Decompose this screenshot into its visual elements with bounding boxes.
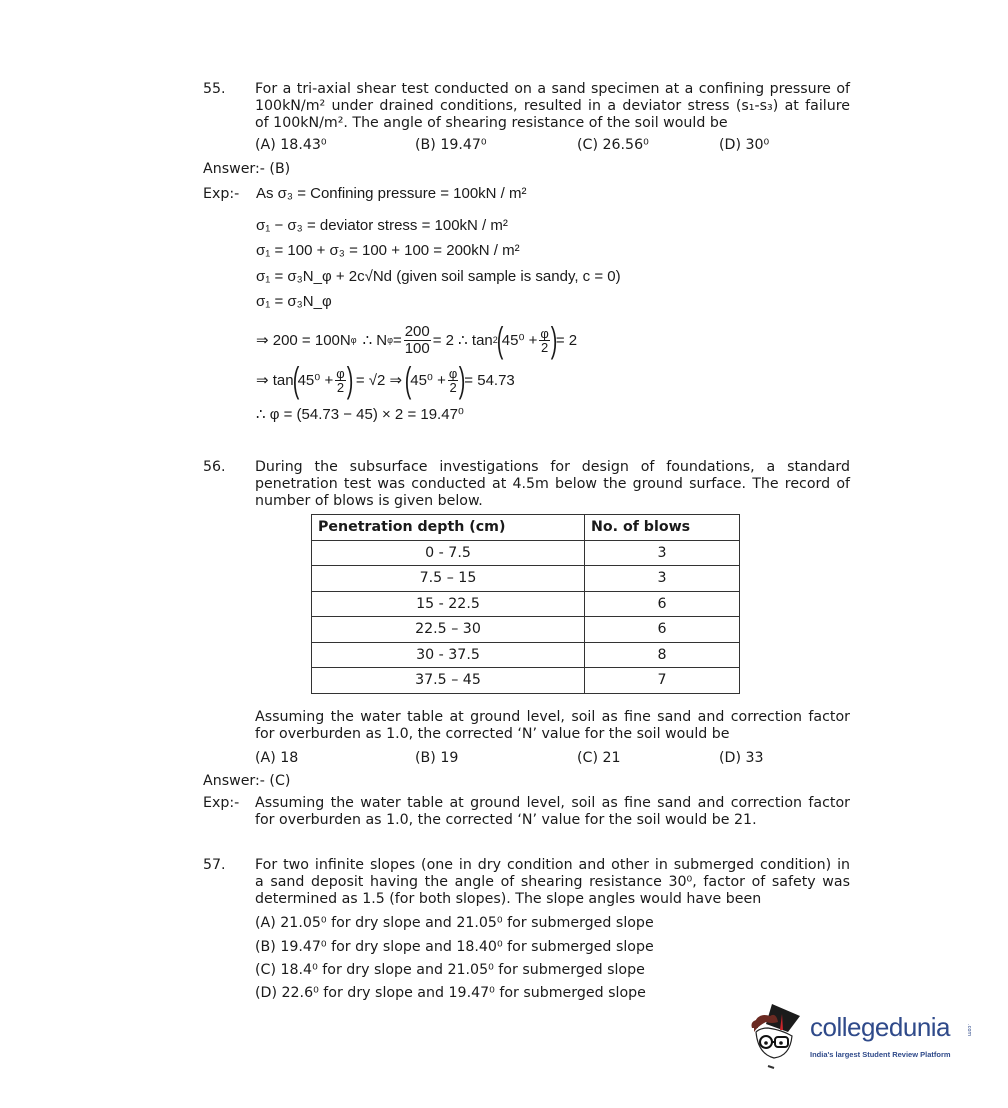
explanation-label-56: Exp:- [203, 795, 240, 811]
question-number-57: 57. [203, 857, 226, 873]
question-continuation-56 [255, 709, 850, 743]
question-number-55: 55. [203, 81, 226, 97]
fraction: $\frac{\varphi}{2}$ [336, 365, 345, 395]
option-b: (B) 19 [415, 750, 459, 766]
collegedunia-logo [748, 1002, 978, 1077]
explanation-line: As σ₃ = Confining pressure = 100kN / m² [256, 185, 527, 202]
table-row [312, 617, 740, 643]
table-cell: 22.5 – 30 [312, 617, 585, 643]
question-line: Assuming the water table at ground level, soil as fine sand and correction factor [255, 709, 850, 725]
question-text-55 [255, 81, 850, 132]
question-line: penetration test was conducted at 4.5m below the ground surface. The record of [255, 476, 850, 492]
explanation-line: Assuming the water table at ground level, soil as fine sand and correction factor [255, 795, 850, 811]
table-cell: 3 [585, 540, 740, 566]
answer-56: Answer:- (C) [203, 773, 291, 789]
fraction: $\frac{200}{100}$ [404, 322, 430, 357]
logo-wordmark: collegedunia [810, 1012, 951, 1042]
mascot-icon [748, 1002, 808, 1074]
option-b: (B) 19.47⁰ for dry slope and 18.40⁰ for submerged slope [255, 939, 654, 955]
table-cell: 15 - 22.5 [312, 591, 585, 617]
option-b: (B) 19.47⁰ [415, 137, 487, 153]
table-cell: 3 [585, 566, 740, 592]
question-line: a sand deposit having the angle of shearing resistance 30⁰, factor of safety was [255, 874, 850, 890]
table-row [312, 668, 740, 694]
explanation-line: ∴ φ = (54.73 − 45) × 2 = 19.47⁰ [256, 406, 464, 423]
table-row [312, 642, 740, 668]
table-cell: 7.5 – 15 [312, 566, 585, 592]
table-cell: 6 [585, 591, 740, 617]
column-header: Penetration depth (cm) [312, 515, 585, 541]
explanation-line: σ₁ − σ₃ = deviator stress = 100kN / m² [256, 217, 508, 234]
option-c: (C) 21 [577, 750, 621, 766]
option-a: (A) 21.05⁰ for dry slope and 21.05⁰ for submerged slope [255, 915, 654, 931]
table-row [312, 591, 740, 617]
table-cell: 37.5 – 45 [312, 668, 585, 694]
explanation-line: σ₁ = 100 + σ₃ = 100 + 100 = 200kN / m² [256, 242, 520, 259]
explanation-text-56 [255, 795, 850, 829]
question-line: of 100kN/m². The angle of shearing resistance of the soil would be [255, 115, 728, 131]
explanation-equation-1: ⇒ 200 = 100N φ ∴ N φ = $\frac{200}{100}$ = 2 ∴ tan 2 ( 45⁰ + $\frac{\varphi}{2}$ ) = 2 [256, 319, 578, 360]
spt-blows-table [311, 514, 740, 694]
table-cell: 6 [585, 617, 740, 643]
option-c: (C) 26.56⁰ [577, 137, 649, 153]
option-d: (D) 30⁰ [719, 137, 770, 153]
option-d: (D) 33 [719, 750, 764, 766]
option-a: (A) 18 [255, 750, 299, 766]
logo-tagline: India's largest Student Review Platform [810, 1050, 951, 1059]
option-d: (D) 22.6⁰ for dry slope and 19.47⁰ for submerged slope [255, 985, 646, 1001]
fraction: $\frac{\varphi}{2}$ [540, 325, 549, 355]
question-line: For a tri-axial shear test conducted on a sand specimen at a confining pressure of [255, 81, 850, 97]
explanation-line: σ₁ = σ₃N_φ [256, 293, 332, 310]
question-line: For two infinite slopes (one in dry condition and other in submerged condition) in [255, 857, 850, 873]
option-c: (C) 18.4⁰ for dry slope and 21.05⁰ for submerged slope [255, 962, 645, 978]
question-text-56 [255, 459, 850, 510]
table-cell: 30 - 37.5 [312, 642, 585, 668]
table-row [312, 540, 740, 566]
question-line: 100kN/m² under drained conditions, resulted in a deviator stress (s₁-s₃) at failure [255, 98, 850, 114]
explanation-line: σ₁ = σ₃N_φ + 2c√Nd (given soil sample is sandy, c = 0) [256, 268, 621, 285]
question-line: for overburden as 1.0, the corrected ‘N’ value for the soil would be [255, 726, 730, 742]
table-header-row [312, 515, 740, 541]
option-a: (A) 18.43⁰ [255, 137, 327, 153]
table-cell: 7 [585, 668, 740, 694]
question-line: determined as 1.5 (for both slopes). The slope angles would have been [255, 891, 762, 907]
answer-55: Answer:- (B) [203, 161, 291, 177]
question-line: During the subsurface investigations for design of foundations, a standard [255, 459, 850, 475]
table-row [312, 566, 740, 592]
explanation-line: for overburden as 1.0, the corrected ‘N’ value for the soil would be 21. [255, 812, 757, 828]
table-cell: 0 - 7.5 [312, 540, 585, 566]
fraction: $\frac{\varphi}{2}$ [448, 365, 458, 395]
question-text-57 [255, 857, 850, 908]
question-line: number of blows is given below. [255, 493, 483, 509]
explanation-equation-2: ⇒ tan ( 45⁰ + $\frac{\varphi}{2}$ ) = √2 ⇒ ( 45⁰ + $\frac{\varphi}{2}$ ) = 54.73 [256, 359, 515, 400]
question-number-56: 56. [203, 459, 226, 475]
logo-suffix: .com [966, 1024, 972, 1037]
explanation-label-55: Exp:- [203, 186, 240, 202]
column-header: No. of blows [585, 515, 740, 541]
table-cell: 8 [585, 642, 740, 668]
